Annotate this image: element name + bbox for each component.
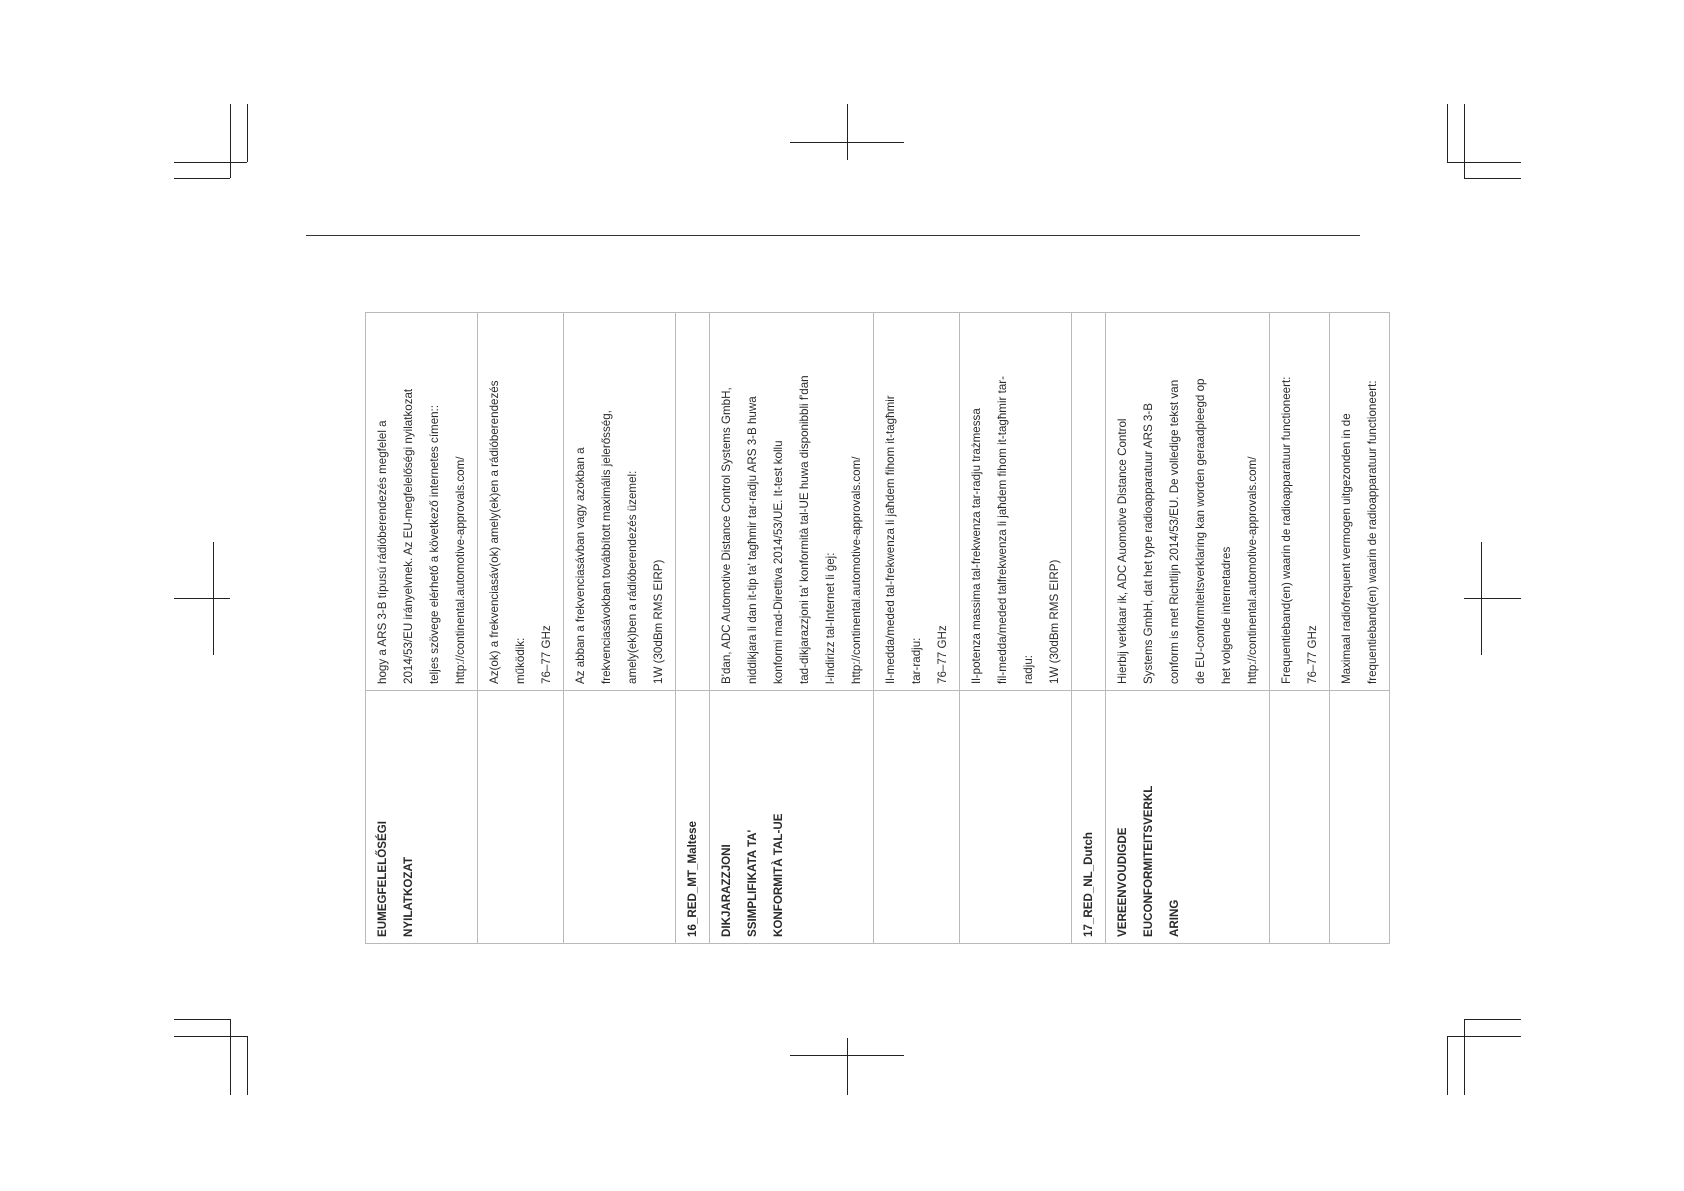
crop-mark-bl-h2 bbox=[174, 1036, 247, 1037]
text-line: de EU-conformiteitsverklaring kan worden geraadpleegd op bbox=[1194, 378, 1207, 684]
crop-mark-tl-v2 bbox=[247, 104, 248, 162]
hu-declaration-text bbox=[366, 313, 478, 691]
mt-declaration-text bbox=[710, 313, 874, 691]
url-text: http://continental.automotive-approvals.com/ bbox=[850, 456, 863, 684]
empty-cell bbox=[1330, 691, 1390, 944]
text-line: niddikjara li dan it-tip ta' tagħmir tar-radju ARS 3-B huwa bbox=[746, 396, 759, 684]
crop-mark-bl-v bbox=[230, 1019, 231, 1095]
text-line: Az(ok) a frekvenciasáv(ok) amely(ek)en a rádióberendezés bbox=[488, 380, 501, 684]
mt-power-text bbox=[960, 313, 1072, 691]
frequency-value: 76–77 GHz bbox=[540, 625, 553, 684]
text-line: Frequentieband(en) waarin de radioapparatuur functioneert: bbox=[1280, 376, 1293, 684]
text-line: hogy a ARS 3-B típusú rádióberendezés megfelel a bbox=[376, 420, 389, 684]
crop-mark-tl-v bbox=[230, 104, 231, 178]
power-value: 1W (30dBm RMS EIRP) bbox=[652, 559, 665, 684]
mt-band-text bbox=[874, 313, 960, 691]
nl-band-row bbox=[1270, 313, 1330, 944]
empty-cell bbox=[676, 313, 710, 691]
frequency-value: 76–77 GHz bbox=[936, 625, 949, 684]
crop-mark-tr-v2 bbox=[1464, 104, 1465, 178]
hu-heading bbox=[366, 691, 478, 944]
empty-cell bbox=[1072, 313, 1106, 691]
hu-band-text bbox=[478, 313, 564, 691]
power-value: 1W (30dBm RMS EIRP) bbox=[1048, 559, 1061, 684]
nl-declaration-text bbox=[1106, 313, 1270, 691]
hu-power-row bbox=[564, 313, 676, 944]
crop-mark-br-h2 bbox=[1447, 1036, 1521, 1037]
text-line: működik: bbox=[514, 637, 527, 684]
text-line: tad-dikjarazzjoni ta' konformità tal-UE huwa disponibbli f'dan bbox=[798, 375, 811, 684]
text-line: Az abban a frekvenciasávban vagy azokban a bbox=[574, 447, 587, 684]
empty-cell bbox=[478, 691, 564, 944]
text-line: Maximaal radiofrequent vermogen uitgezonden in de bbox=[1340, 413, 1353, 684]
text-line: frequentieband(en) waarin de radioapparatuur functioneert: bbox=[1366, 380, 1379, 684]
nl-power-row bbox=[1330, 313, 1390, 944]
hu-declaration-row bbox=[366, 313, 478, 944]
mt-section-row bbox=[676, 313, 710, 944]
text-line: Il-medda/meded tal-frekwenza li jaħdem fihom it-tagħmir bbox=[884, 395, 897, 684]
nl-section-title: 17_RED_NL_Dutch bbox=[1072, 691, 1106, 944]
crop-mark-tl-h2 bbox=[174, 178, 230, 179]
rotated-page-content bbox=[365, 313, 1379, 944]
url-text: http://continental.automotive-approvals.com/ bbox=[1246, 456, 1259, 684]
crop-mark-br-v bbox=[1464, 1019, 1465, 1095]
empty-cell bbox=[960, 691, 1072, 944]
text-line: het volgende internetadres bbox=[1220, 546, 1233, 684]
empty-cell bbox=[564, 691, 676, 944]
crop-mark-br-v2 bbox=[1447, 1036, 1448, 1095]
mt-heading-line: DIKJARAZZJONI bbox=[720, 844, 733, 937]
text-line: amely(ek)ben a rádióberendezés üzemel: bbox=[626, 470, 639, 684]
mt-band-row bbox=[874, 313, 960, 944]
url-text: http://continental.automotive-approvals.com/ bbox=[454, 456, 467, 684]
crop-mark-tc-v bbox=[847, 104, 848, 160]
crop-mark-ml-v bbox=[213, 542, 214, 655]
crop-mark-ml-h bbox=[174, 598, 230, 599]
header-rule bbox=[306, 235, 1360, 236]
crop-mark-bc-v bbox=[847, 1038, 848, 1095]
text-line: radju: bbox=[1022, 654, 1035, 684]
hu-heading-line: EUMEGFELELŐSÉGI bbox=[376, 821, 389, 937]
text-line: frekvenciasávokban továbbított maximális jelerősség, bbox=[600, 410, 613, 684]
crop-mark-tr-h2 bbox=[1464, 178, 1521, 179]
empty-cell bbox=[874, 691, 960, 944]
crop-mark-tr-v bbox=[1447, 104, 1448, 162]
nl-heading-line: VEREENVOUDIGDE bbox=[1116, 827, 1129, 937]
text-line: Systems GmbH, dat het type radioapparatuur ARS 3-B bbox=[1142, 403, 1155, 684]
hu-power-text bbox=[564, 313, 676, 691]
nl-heading-line: ARING bbox=[1168, 899, 1181, 937]
crop-mark-bl-v2 bbox=[247, 1036, 248, 1095]
mt-heading-line: KONFORMITÀ TAL-UE bbox=[772, 813, 785, 937]
crop-mark-br-h bbox=[1464, 1019, 1521, 1020]
text-line: 2014/53/EU irányelvnek. Az EU-megfelelőségi nyilatkozat bbox=[402, 388, 415, 684]
hu-band-row bbox=[478, 313, 564, 944]
text-line: conform is met Richtlijn 2014/53/EU. De volledige tekst van bbox=[1168, 379, 1181, 684]
hu-heading-line: NYILATKOZAT bbox=[402, 856, 415, 937]
crop-mark-mr-h bbox=[1464, 598, 1521, 599]
crop-mark-tr-h bbox=[1447, 162, 1521, 163]
nl-heading bbox=[1106, 691, 1270, 944]
nl-band-text bbox=[1270, 313, 1330, 691]
text-line: B'dan, ADC Automotive Distance Control Systems GmbH, bbox=[720, 387, 733, 684]
nl-heading-line: EUCONFORMITEITSVERKL bbox=[1142, 785, 1155, 937]
empty-cell bbox=[1270, 691, 1330, 944]
text-line: tar-radju: bbox=[910, 637, 923, 684]
mt-power-row bbox=[960, 313, 1072, 944]
crop-mark-bl-h bbox=[174, 1019, 230, 1020]
text-line: Hierbij verklaar ik, ADC Auomotive Distance Control bbox=[1116, 418, 1129, 684]
nl-power-text bbox=[1330, 313, 1390, 691]
mt-heading-line: SSIMPLIFIKATA TA' bbox=[746, 829, 759, 937]
declaration-table bbox=[365, 312, 1390, 944]
text-line: teljes szövege elérhető a következő internetes címen:: bbox=[428, 404, 441, 684]
nl-section-row bbox=[1072, 313, 1106, 944]
text-line: konformi mad-Direttiva 2014/53/UE. It-test kollu bbox=[772, 440, 785, 684]
crop-mark-mr-v bbox=[1481, 542, 1482, 655]
mt-heading bbox=[710, 691, 874, 944]
text-line: fil-medda/meded talfrekwenza li jaħdem fihom it-tagħmir tar- bbox=[996, 376, 1009, 684]
nl-declaration-row bbox=[1106, 313, 1270, 944]
text-line: l-indirizz tal-Internet li ġej: bbox=[824, 552, 837, 684]
mt-section-title: 16_RED_MT_Maltese bbox=[676, 691, 710, 944]
crop-mark-tl-h bbox=[174, 162, 247, 163]
frequency-value: 76–77 GHz bbox=[1306, 625, 1319, 684]
mt-declaration-row bbox=[710, 313, 874, 944]
text-line: Il-potenza massima tal-frekwenza tar-radju trażmessa bbox=[970, 408, 983, 684]
